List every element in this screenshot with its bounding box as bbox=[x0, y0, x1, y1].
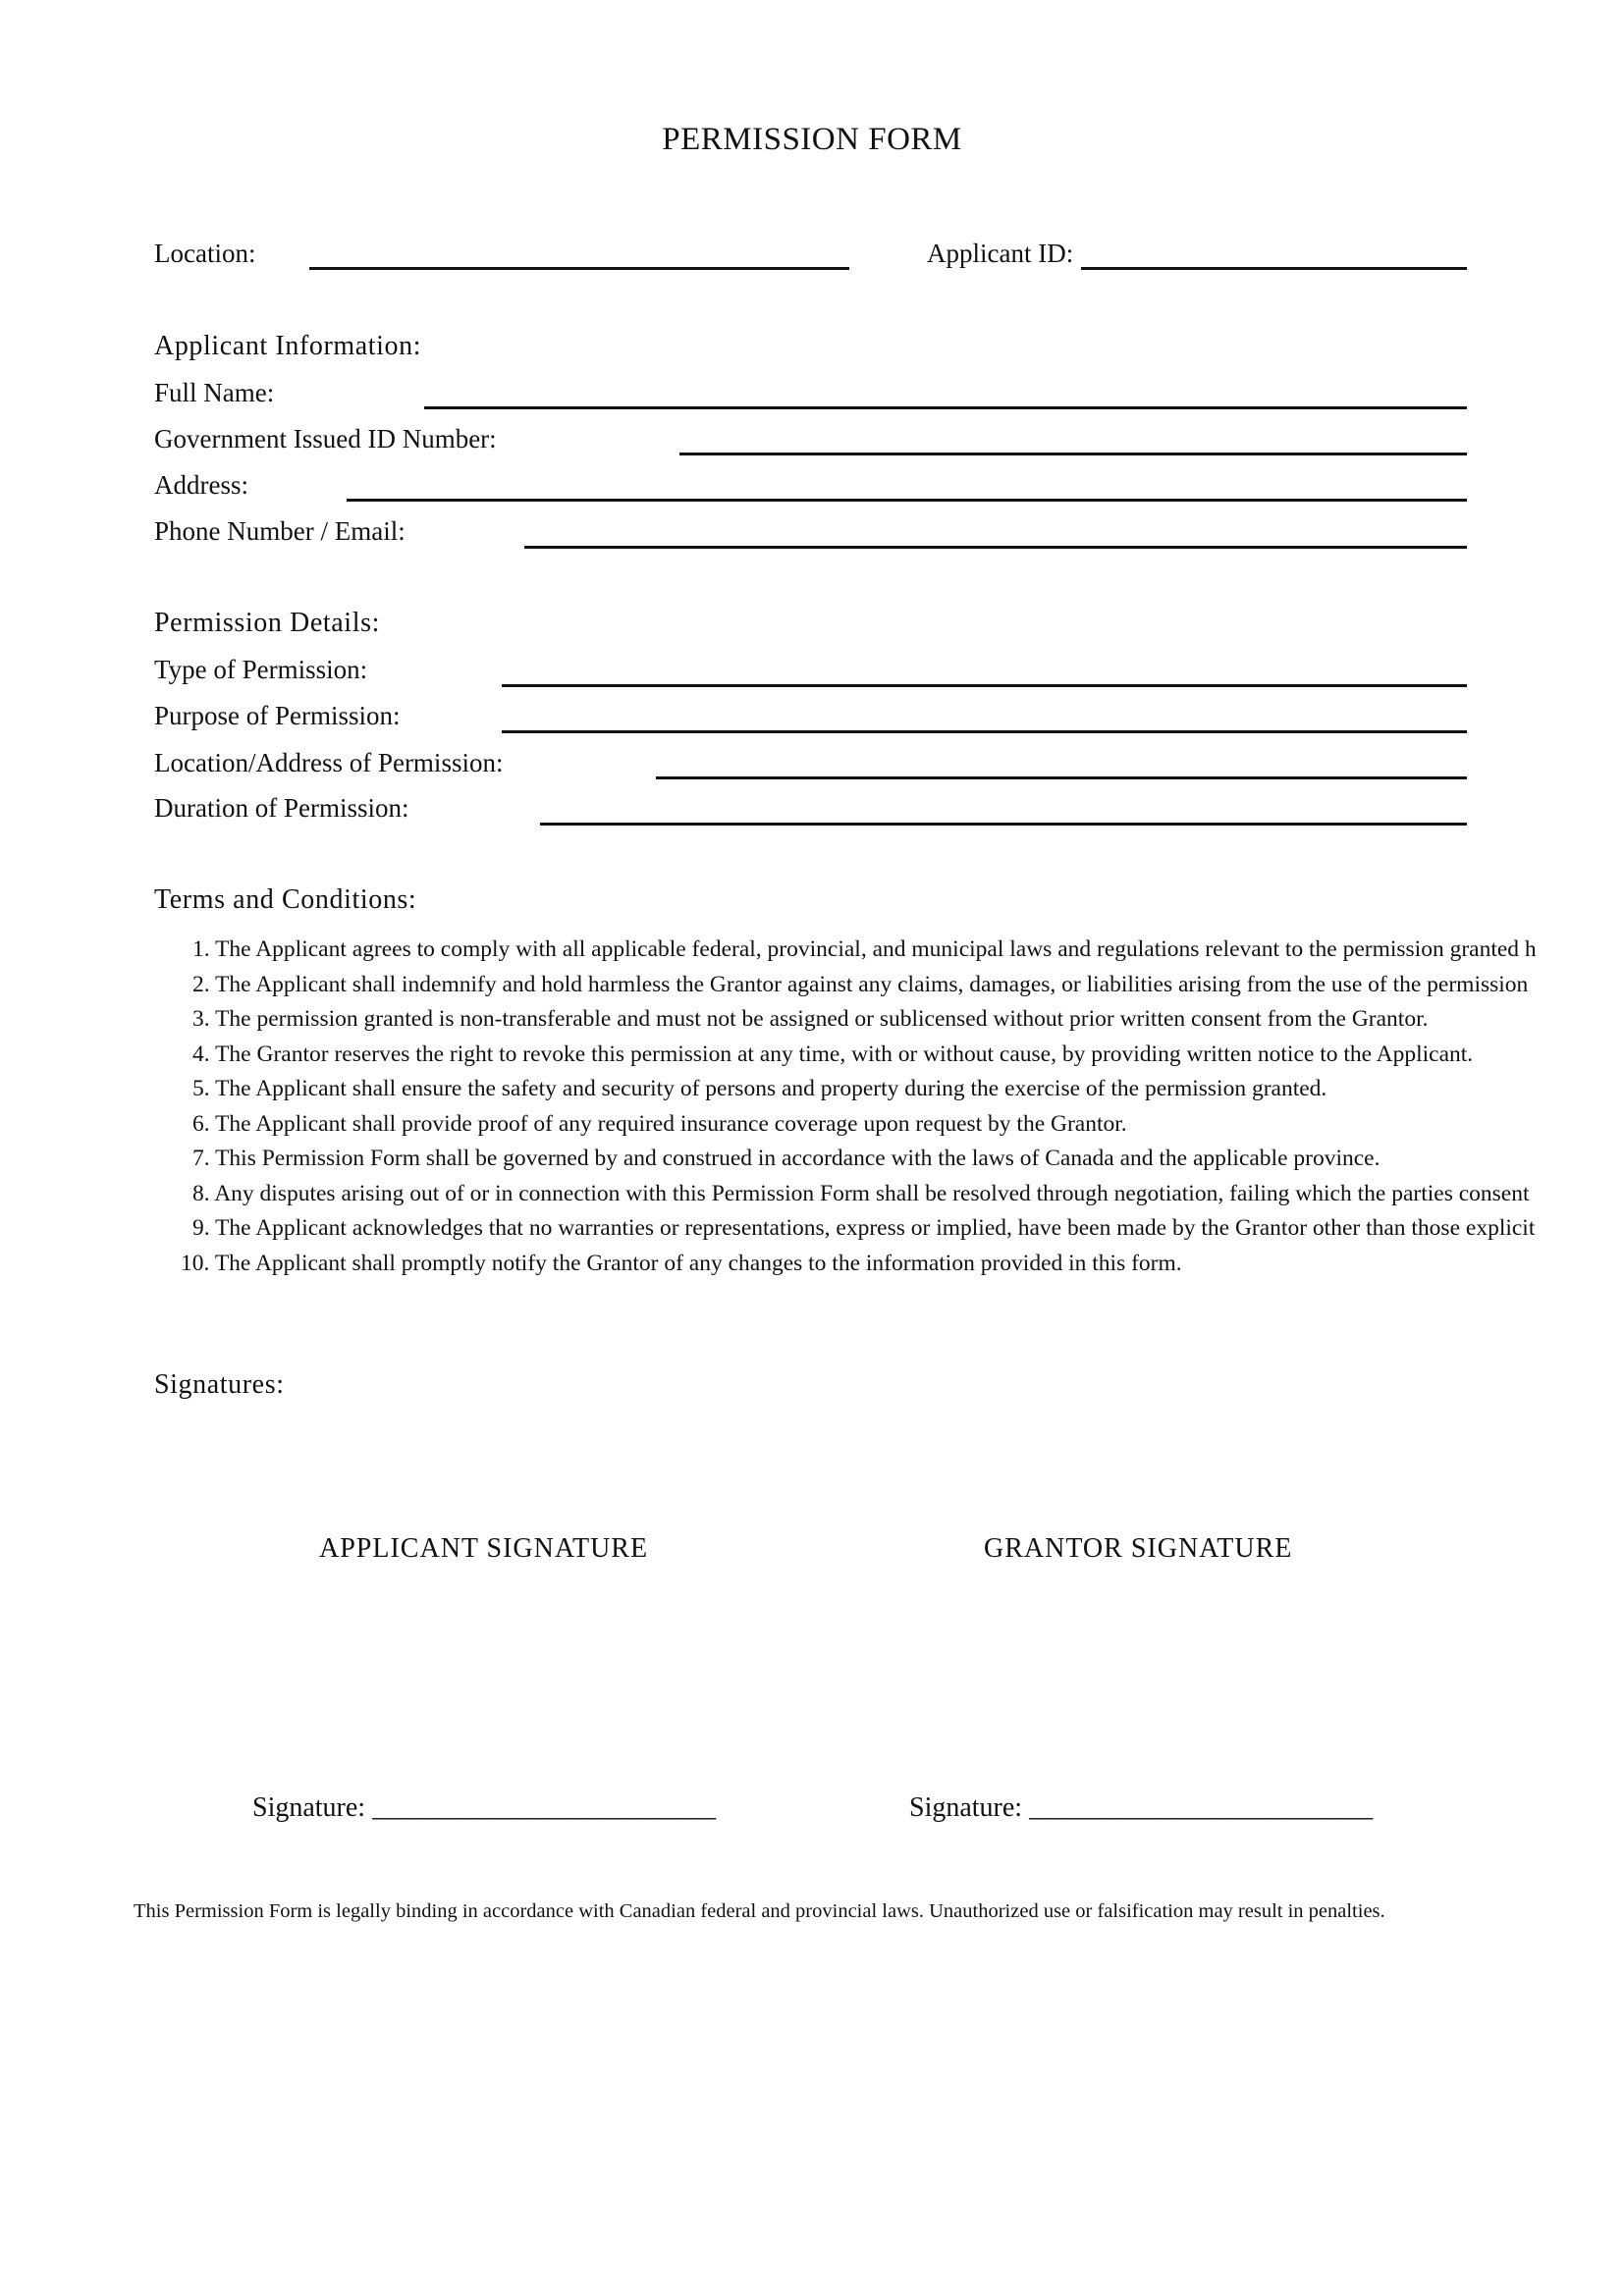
permission-location-field[interactable] bbox=[656, 776, 1467, 779]
applicant-signature-field[interactable]: Signature: _________________________ bbox=[252, 1792, 717, 1823]
contact-field[interactable] bbox=[524, 546, 1467, 549]
terms-item: 10. The Applicant shall promptly notify the Grantor of any changes to the information provided in this form. bbox=[181, 1250, 1182, 1276]
terms-item: 8. Any disputes arising out of or in connection with this Permission Form shall be resolved through negotiation, failing which the parties consent bbox=[192, 1180, 1530, 1206]
page-title: PERMISSION FORM bbox=[662, 122, 962, 157]
permission-duration-field[interactable] bbox=[540, 823, 1467, 826]
location-field[interactable] bbox=[309, 267, 849, 270]
footer-notice: This Permission Form is legally binding in accordance with Canadian federal and provincial laws. Unauthorized use or falsification may result in penalties. bbox=[134, 1900, 1385, 1922]
permission-purpose-field[interactable] bbox=[502, 730, 1467, 733]
terms-item: 2. The Applicant shall indemnify and hold harmless the Grantor against any claims, damages, or liabilities arising from the use of the permission bbox=[192, 971, 1529, 997]
grantor-signature-heading: GRANTOR SIGNATURE bbox=[984, 1533, 1293, 1564]
applicant-id-field[interactable] bbox=[1081, 267, 1467, 270]
contact-label: Phone Number / Email: bbox=[154, 516, 406, 546]
location-label: Location: bbox=[154, 239, 256, 268]
permission-type-label: Type of Permission: bbox=[154, 655, 368, 684]
permission-purpose-label: Purpose of Permission: bbox=[154, 701, 401, 730]
address-field[interactable] bbox=[347, 499, 1467, 502]
full-name-label: Full Name: bbox=[154, 378, 275, 407]
applicant-signature-heading: APPLICANT SIGNATURE bbox=[319, 1533, 649, 1564]
terms-item: 1. The Applicant agrees to comply with all applicable federal, provincial, and municipal laws and regulations relevant to the permission granted h bbox=[192, 936, 1537, 962]
applicant-id-label: Applicant ID: bbox=[927, 239, 1074, 268]
terms-item: 6. The Applicant shall provide proof of any required insurance coverage upon request by the Grantor. bbox=[192, 1110, 1127, 1137]
address-label: Address: bbox=[154, 470, 248, 500]
terms-item: 4. The Grantor reserves the right to revoke this permission at any time, with or without cause, by providing written notice to the Applicant. bbox=[192, 1041, 1474, 1067]
terms-heading: Terms and Conditions: bbox=[154, 884, 417, 915]
applicant-info-heading: Applicant Information: bbox=[154, 331, 422, 361]
permission-duration-label: Duration of Permission: bbox=[154, 793, 409, 823]
terms-list bbox=[181, 933, 1537, 1281]
terms-item: 7. This Permission Form shall be governed by and construed in accordance with the laws of Canada and the applicable province. bbox=[192, 1146, 1380, 1171]
terms-item: 3. The permission granted is non-transferable and must not be assigned or sublicensed without prior written consent from the Grantor. bbox=[192, 1006, 1429, 1032]
terms-item: 5. The Applicant shall ensure the safety and security of persons and property during the exercise of the permission granted. bbox=[192, 1076, 1327, 1101]
full-name-field[interactable] bbox=[424, 406, 1467, 409]
permission-type-field[interactable] bbox=[502, 684, 1467, 687]
signatures-heading: Signatures: bbox=[154, 1369, 285, 1400]
terms-item: 9. The Applicant acknowledges that no warranties or representations, express or implied, have been made by the Grantor other than those explicit bbox=[192, 1215, 1536, 1241]
grantor-signature-field[interactable]: Signature: _________________________ bbox=[909, 1792, 1374, 1823]
permission-location-label: Location/Address of Permission: bbox=[154, 748, 504, 777]
gov-id-field[interactable] bbox=[679, 453, 1467, 455]
permission-details-heading: Permission Details: bbox=[154, 608, 380, 638]
gov-id-label: Government Issued ID Number: bbox=[154, 424, 497, 454]
